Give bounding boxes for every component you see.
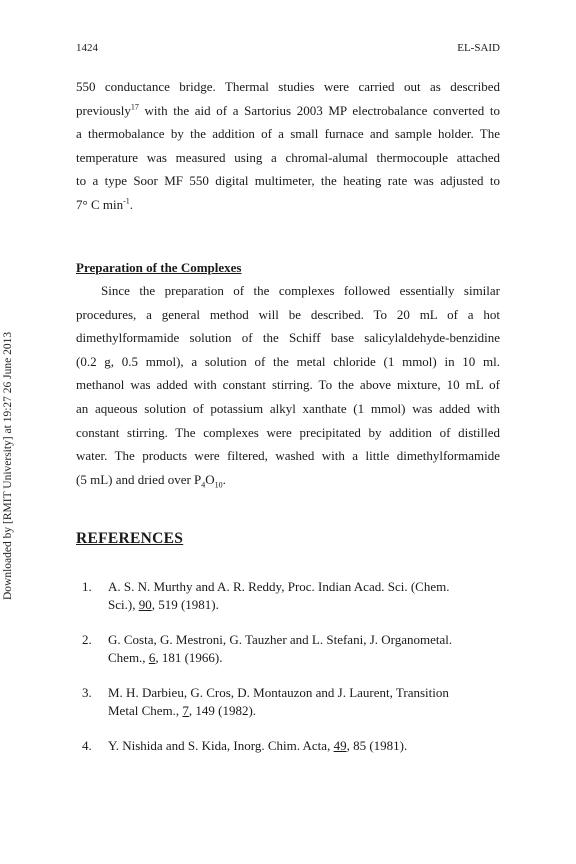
reference-number: 1.: [82, 579, 92, 594]
section-heading: Preparation of the Complexes: [76, 260, 242, 275]
text-line: (5 mL) and dried over $P_4O_{10}$.: [76, 471, 226, 490]
text-line: (0.2 g, 0.5 mmol), a solution of the metal chloride (1 mmol) in 10 ml.: [76, 353, 500, 369]
text-line: 550 conductance bridge. Thermal studies were carried out as described: [76, 79, 500, 94]
paragraph-preparation: [76, 279, 500, 491]
text-line: 7° C $\min^{-1}$.: [76, 196, 134, 212]
reference-number: 3.: [82, 685, 92, 700]
unit-superscript: -1: [123, 196, 130, 206]
text-line: constant stirring. The complexes were precipitated by addition of distilled: [76, 424, 500, 440]
reference-item: 1. A. S. N. Murthy and A. R. Reddy, Proc. Indian Acad. Sci. (Chem. Sci.), 90, 519 (1981).: [82, 579, 450, 612]
reference-item: 4. Y. Nishida and S. Kida, Inorg. Chim. Acta, 49, 85 (1981).: [82, 738, 408, 753]
text-line: an aqueous solution of potassium alkyl xanthate (1 mmol) was added with: [76, 400, 500, 416]
text-line: dimethylformamide solution of the Schiff base salicylaldehyde-benzidine: [76, 330, 500, 346]
page-number: 1424: [76, 42, 98, 54]
references-heading: REFERENCES: [76, 530, 184, 547]
text-line: procedures, a general method will be described. To 20 mL of a hot: [76, 306, 500, 322]
running-author: EL-SAID: [457, 42, 500, 54]
reference-number: 4.: [82, 738, 92, 753]
text-line: previously$^{17}$ with the aid of a Sartorius 2003 MP electrobalance converted to: [76, 102, 500, 118]
volume: 49: [333, 738, 347, 753]
citation-superscript: 17: [130, 102, 139, 112]
text-line: water. The products were filtered, washed with a little dimethylformamide: [76, 448, 500, 464]
text-line: a thermobalance by the addition of a small furnace and sample holder. The: [76, 126, 500, 142]
text-line: temperature was measured using a chromal-alumal thermocouple attached: [76, 149, 500, 165]
reference-number: 2.: [82, 632, 92, 647]
reference-item: 3. M. H. Darbieu, G. Cros, D. Montauzon and J. Laurent, Transition Metal Chem., 7, 149 (1982).: [82, 685, 449, 718]
volume: 6: [148, 650, 156, 665]
download-note: Downloaded by [RMIT University] at 19:27 26 June 2013: [2, 331, 14, 600]
text-line: methanol was added with constant stirring. To the above mixture, 10 mL of: [76, 377, 500, 393]
volume: 7: [182, 703, 189, 718]
paragraph-thermal-studies: [76, 75, 500, 217]
download-watermark: [0, 0, 14, 864]
reference-item: 2. G. Costa, G. Mestroni, G. Tauzher and L. Stefani, J. Organometal. Chem., 6, 181 (1966).: [82, 632, 453, 665]
text-line: Since the preparation of the complexes followed essentially similar: [101, 283, 500, 298]
text-line: to a type Soor MF 550 digital multimeter, the heating rate was adjusted to: [76, 173, 500, 189]
reference-list: [76, 578, 500, 772]
volume: 90: [138, 597, 152, 612]
